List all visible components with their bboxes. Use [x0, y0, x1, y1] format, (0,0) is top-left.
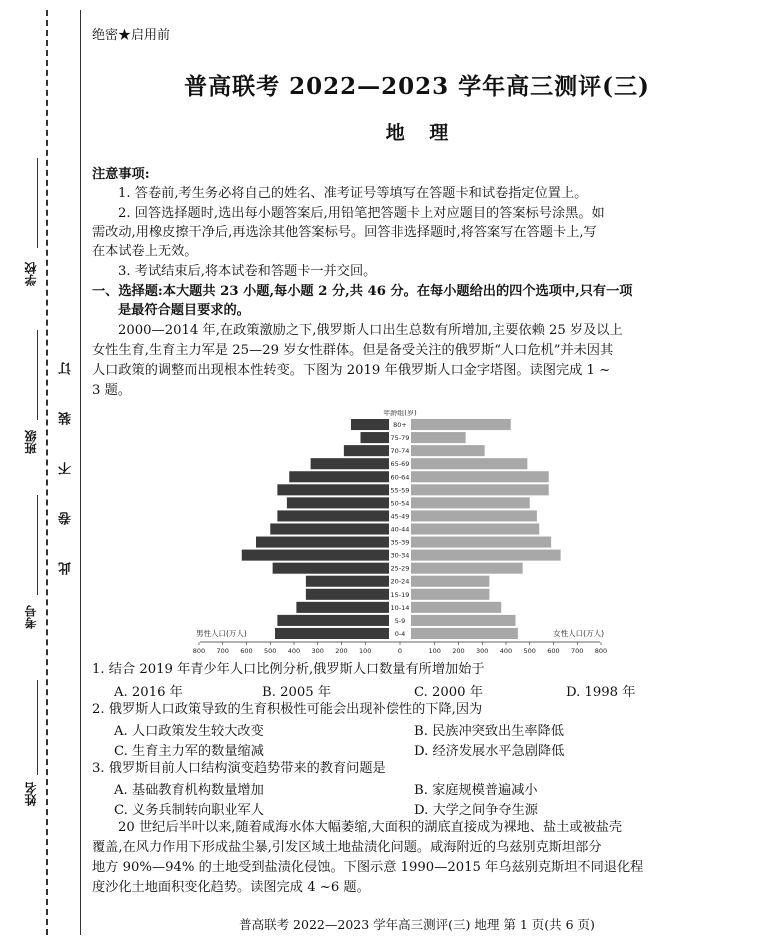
q3-option-c: C. 义务兵制转向职业军人 [114, 803, 264, 818]
notice-heading: 注意事项: [92, 167, 150, 182]
age-label-20-24: 20-24 [390, 577, 410, 586]
q2-option-d: D. 经济发展水平急剧降低 [414, 744, 565, 759]
x-tick-label-9: 100 [428, 647, 441, 655]
class-line [37, 330, 38, 420]
q1-stem: 1. 结合 2019 年青少年人口比例分析,俄罗斯人口数量有所增加始于 [92, 662, 485, 677]
q1-option-c: C. 2000 年 [414, 685, 483, 700]
female-bar-10-14 [411, 602, 501, 613]
male-bar-80+ [351, 419, 389, 430]
name-line [37, 680, 38, 775]
male-bar-55-59 [277, 484, 389, 495]
name-label: 姓名 [24, 782, 38, 806]
cut-word-1: 订 [59, 362, 74, 375]
exam-title: 普高联考 2022—2023 学年高三测评(三) [184, 73, 650, 100]
q2-option-a: A. 人口政策发生较大改变 [114, 724, 264, 739]
passage1-line4: 3 题。 [92, 383, 131, 398]
secret-mark: 绝密★启用前 [92, 28, 171, 43]
cut-word-2: 装 [59, 412, 74, 425]
female-bar-5-9 [411, 615, 516, 626]
notice-item-2c: 在本试卷上无效。 [92, 244, 198, 259]
x-tick-label-4: 400 [287, 647, 301, 655]
male-bar-40-44 [270, 523, 389, 534]
female-bar-75-79 [411, 432, 466, 443]
q3-option-a: A. 基础教育机构数量增加 [114, 783, 264, 798]
notice-item-3: 3. 考试结束后,将本试卷和答题卡一并交回。 [118, 264, 377, 279]
section1-line1: 一、选择题:本大题共 23 小题,每小题 2 分,共 46 分。在每小题给出的四个选项中,只有一项 [92, 284, 633, 299]
q1-option-d: D. 1998 年 [566, 685, 636, 700]
q1-option-b: B. 2005 年 [262, 685, 332, 700]
female-series-label: 女性人口(万人) [553, 629, 604, 638]
age-label-5-9: 5-9 [394, 616, 406, 625]
age-axis-title: 年龄组(岁) [383, 410, 417, 417]
passage1-line2: 女性生育,生育主力军是 25—29 岁女性群体。但是备受关注的俄罗斯“人口危机”并未因其 [92, 343, 614, 358]
cut-word-3: 不 [59, 462, 74, 475]
male-bar-75-79 [361, 432, 390, 443]
x-tick-label-14: 600 [547, 647, 560, 655]
x-tick-label-10: 200 [452, 647, 465, 655]
age-label-45-49: 45-49 [390, 512, 410, 521]
x-tick-label-6: 200 [335, 647, 348, 655]
female-bar-45-49 [411, 510, 537, 521]
age-label-60-64: 60-64 [390, 473, 410, 482]
x-tick-label-12: 400 [499, 647, 513, 655]
q2-option-c: C. 生育主力军的数量缩减 [114, 744, 264, 759]
age-label-25-29: 25-29 [390, 564, 410, 573]
female-bar-35-39 [411, 537, 551, 548]
female-bar-25-29 [411, 563, 523, 574]
female-bar-15-19 [411, 589, 489, 600]
population-pyramid-chart [190, 410, 610, 660]
notice-item-1: 1. 答卷前,考生务必将自己的姓名、准考证号等填写在答题卡和试卷指定位置上。 [118, 186, 588, 201]
age-label-50-54: 50-54 [390, 499, 410, 508]
q3-option-d: D. 大学之间争夺生源 [414, 803, 538, 818]
female-bar-80+ [411, 419, 511, 430]
binding-margin [0, 0, 80, 945]
female-bar-0-4 [411, 628, 518, 639]
x-tick-label-8: 0 [397, 647, 403, 655]
q2-stem: 2. 俄罗斯人口政策导致的生育积极性可能会出现补偿性的下降,因为 [92, 702, 483, 717]
q3-stem: 3. 俄罗斯目前人口结构演变趋势带来的教育问题是 [92, 761, 386, 776]
x-tick-label-2: 600 [240, 647, 253, 655]
age-label-70-74: 70-74 [390, 447, 410, 456]
female-bar-30-34 [411, 550, 561, 561]
male-bar-10-14 [296, 602, 389, 613]
male-series-label: 男性人口(万人) [196, 629, 247, 638]
female-bar-55-59 [411, 484, 549, 495]
exam-no-line [37, 495, 38, 595]
female-bar-20-24 [411, 576, 489, 587]
female-bar-70-74 [411, 445, 485, 456]
male-bar-35-39 [256, 537, 389, 548]
notice-item-2b: 需改动,用橡皮擦干净后,再选涂其他答案标号。回答非选择题时,将答案写在答题卡上,写 [92, 225, 597, 240]
male-bar-0-4 [275, 628, 389, 639]
passage1-line1: 2000—2014 年,在政策激励之下,俄罗斯人口出生总数有所增加,主要依赖 25 岁及以上 [118, 323, 623, 338]
male-bar-65-69 [311, 458, 389, 469]
male-bar-50-54 [287, 497, 389, 508]
female-bar-65-69 [411, 458, 527, 469]
x-tick-label-7: 100 [359, 647, 372, 655]
school-label: 学校 [24, 262, 38, 286]
age-label-75-79: 75-79 [390, 434, 410, 443]
cut-word-5: 此 [59, 562, 74, 575]
male-bar-5-9 [277, 615, 389, 626]
subject-title: 地 理 [385, 122, 449, 144]
male-bar-30-34 [242, 550, 389, 561]
x-tick-label-0: 800 [192, 647, 206, 655]
section1-line2: 是最符合题目要求的。 [118, 303, 250, 318]
x-tick-label-13: 500 [523, 647, 536, 655]
age-label-40-44: 40-44 [390, 525, 410, 534]
cut-word-4: 卷 [59, 512, 74, 525]
notice-item-2a: 2. 回答选择题时,选出每小题答案后,用铅笔把答题卡上对应题目的答案标号涂黑。如 [118, 206, 605, 221]
passage2-line3: 地方 90%—94% 的土地受到盐渍化侵蚀。下图示意 1990—2015 年乌兹别克斯坦不同退化程 [92, 860, 644, 875]
age-label-10-14: 10-14 [390, 603, 410, 612]
exam-no-label: 考号 [24, 605, 38, 629]
x-tick-label-15: 700 [571, 647, 584, 655]
x-tick-label-5: 300 [311, 647, 324, 655]
passage2-line4: 度沙化土地面积变化趋势。读图完成 4 ~6 题。 [92, 880, 370, 895]
age-label-35-39: 35-39 [390, 538, 410, 547]
x-tick-label-16: 800 [594, 647, 608, 655]
binding-line [80, 10, 81, 935]
age-label-15-19: 15-19 [390, 590, 410, 599]
male-bar-60-64 [289, 471, 389, 482]
age-label-0-4: 0-4 [394, 629, 406, 638]
q2-option-b: B. 民族冲突致出生率降低 [414, 724, 564, 739]
x-tick-label-1: 700 [216, 647, 229, 655]
male-bar-70-74 [344, 445, 389, 456]
age-label-65-69: 65-69 [390, 460, 410, 469]
x-tick-label-3: 500 [264, 647, 277, 655]
female-bar-50-54 [411, 497, 530, 508]
class-label: 班级 [24, 430, 38, 454]
page-footer: 普高联考 2022—2023 学年高三测评(三) 地理 第 1 页(共 6 页) [239, 917, 595, 932]
age-label-30-34: 30-34 [390, 551, 410, 560]
passage2-line2: 覆盖,在风力作用下形成盐尘暴,引发区域土地盐渍化问题。咸海附近的乌兹别克斯坦部分 [92, 840, 602, 855]
dashed-cut-line [46, 10, 48, 935]
school-line [37, 158, 38, 248]
q1-option-a: A. 2016 年 [114, 685, 183, 700]
male-bar-20-24 [306, 576, 389, 587]
age-label-55-59: 55-59 [390, 486, 410, 495]
age-label-80+: 80+ [393, 421, 407, 430]
male-bar-25-29 [273, 563, 389, 574]
male-bar-45-49 [277, 510, 389, 521]
x-tick-label-11: 300 [476, 647, 489, 655]
male-bar-15-19 [306, 589, 389, 600]
passage2-line1: 20 世纪后半叶以来,随着咸海水体大幅萎缩,大面积的湖底直接成为裸地、盐土或被盐壳 [118, 820, 623, 835]
female-bar-40-44 [411, 523, 539, 534]
female-bar-60-64 [411, 471, 549, 482]
passage1-line3: 人口政策的调整而出现根本性转变。下图为 2019 年俄罗斯人口金字塔图。读图完成 1 ~ [92, 363, 611, 378]
q3-option-b: B. 家庭规模普遍减小 [414, 783, 538, 798]
